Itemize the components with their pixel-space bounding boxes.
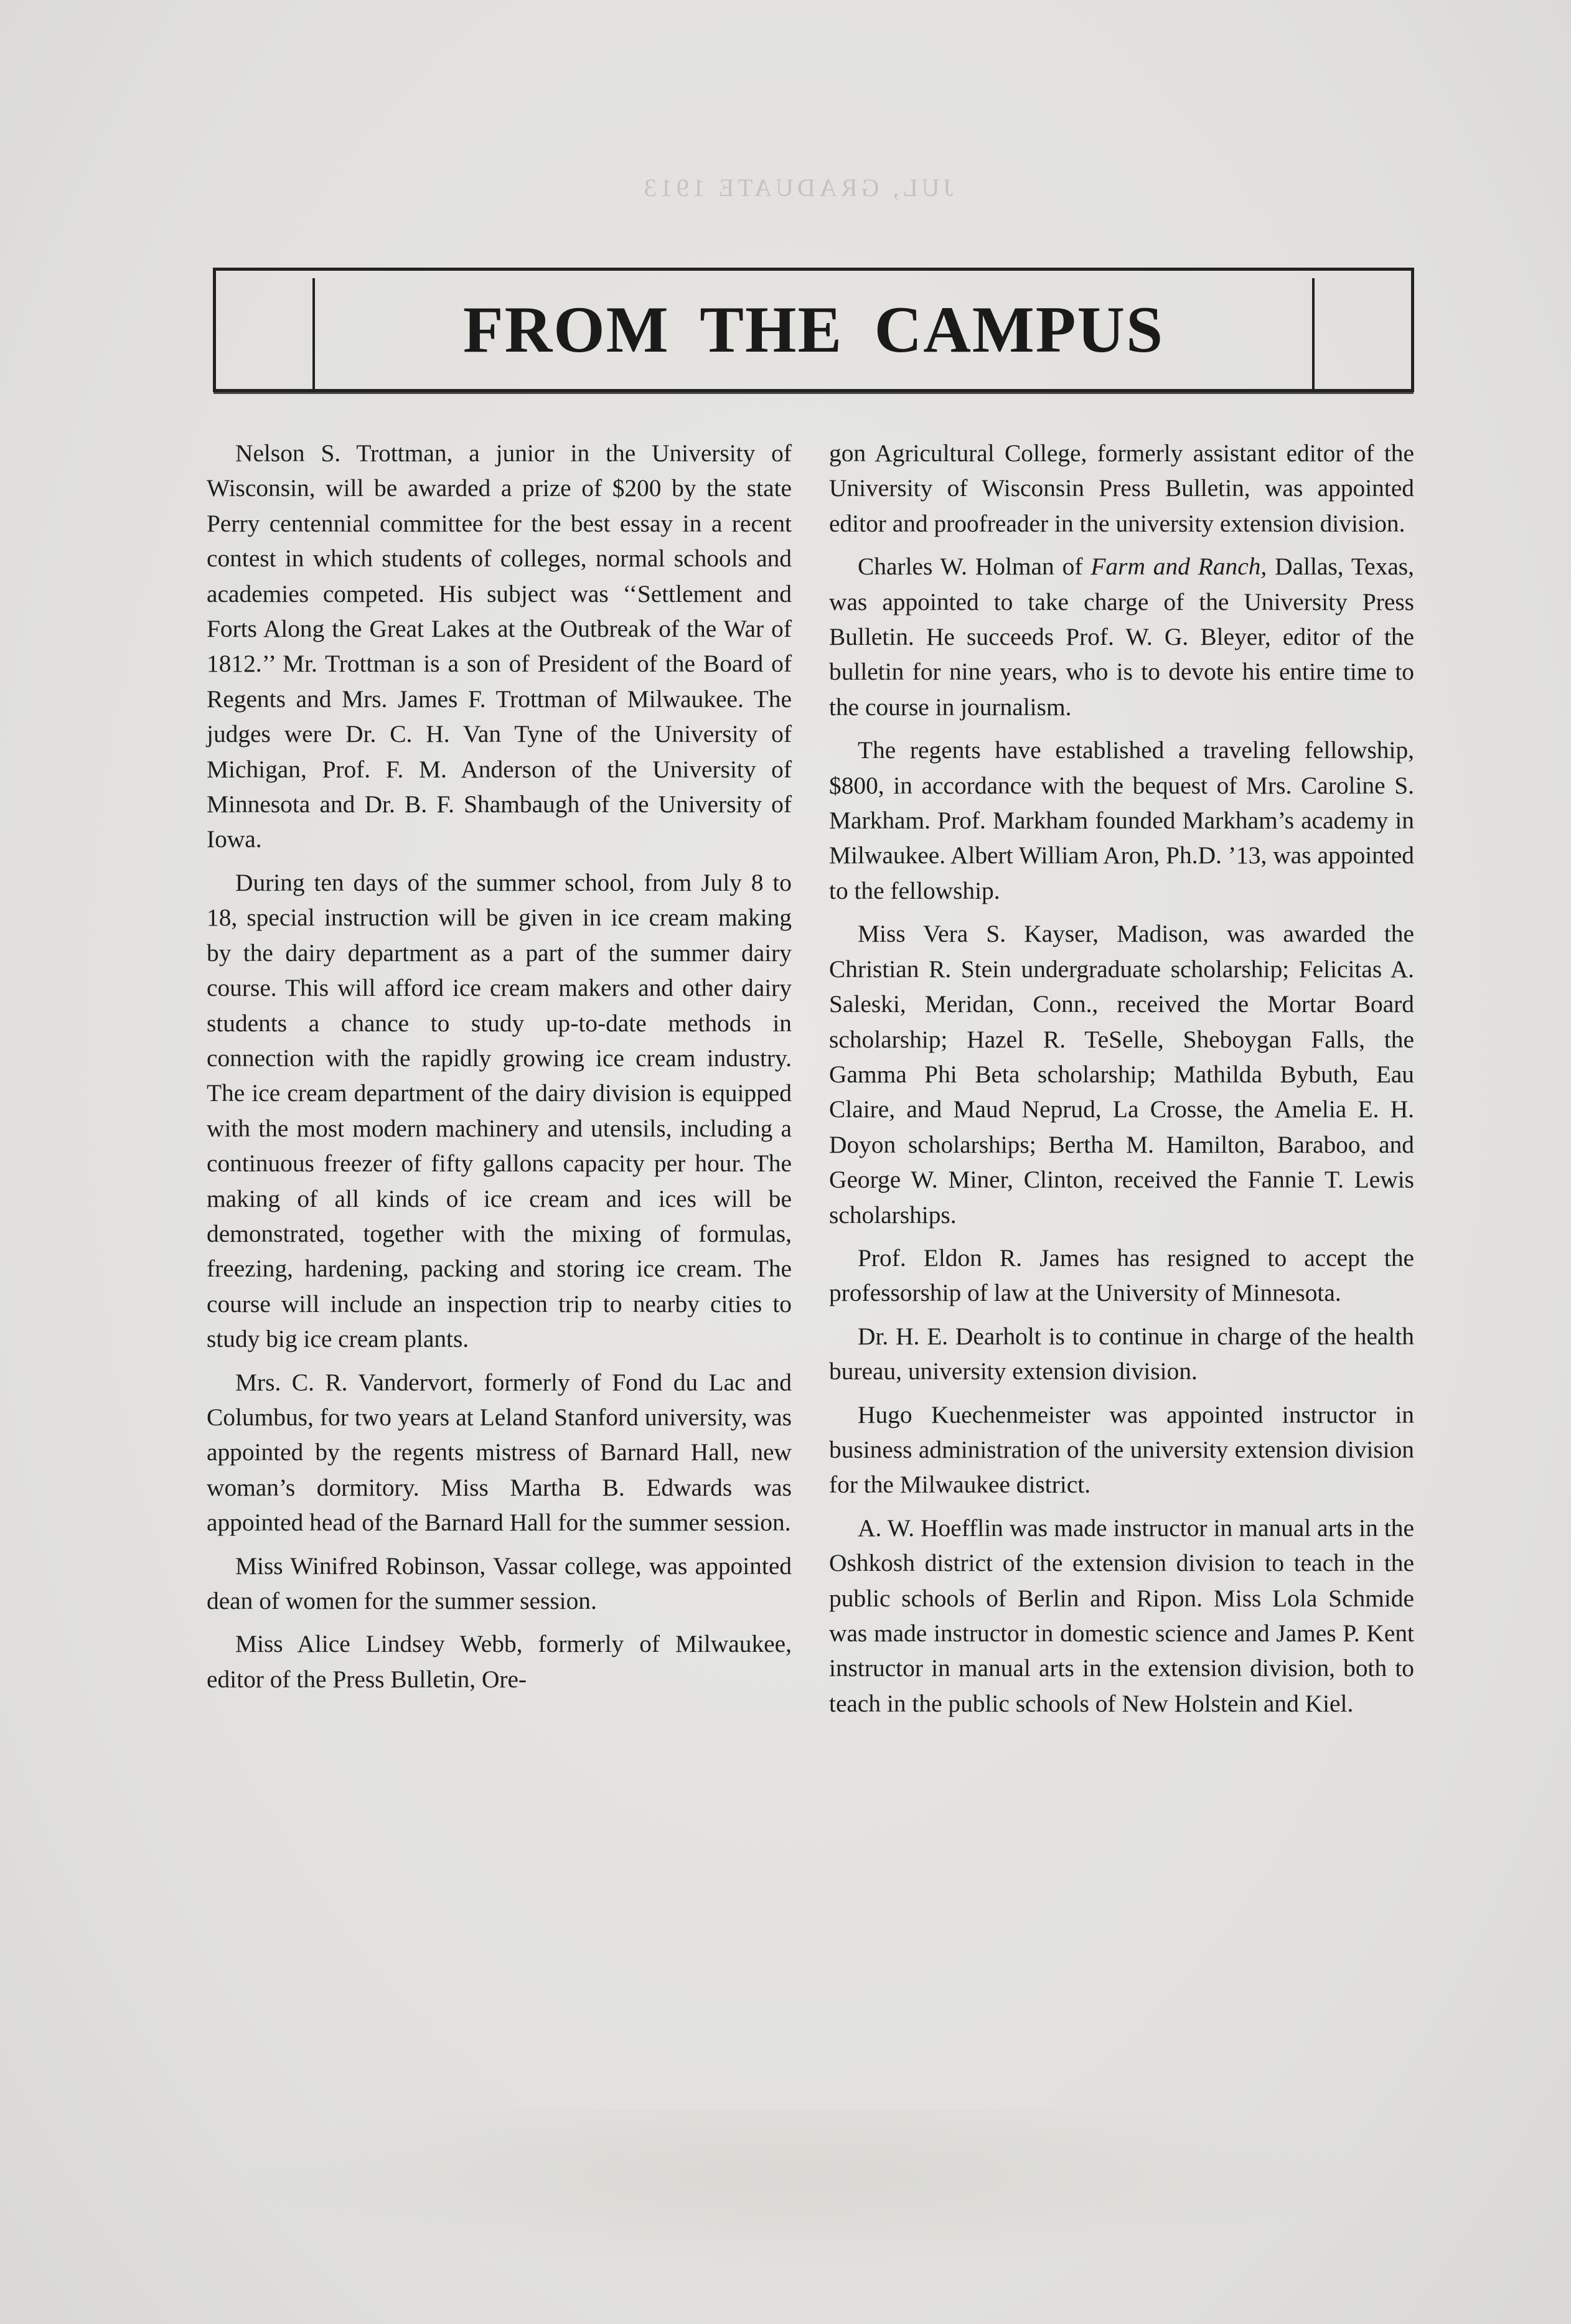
paragraph-scholarships: Miss Vera S. Kayser, Madison, was awarded the Christian R. Stein undergraduate scholarship; Felicitas A. Saleski, Meridan, Conn., received the Mortar Board scholarship; Hazel R. TeSelle, Sheboygan Falls, the Gamma Phi Beta scholarship; Mathilda Bybuth, Eau Claire, and Maud Neprud, La Crosse, the Amelia E. H. Doyon scholarships; Bertha M. Hamilton, Baraboo, and George W. Miner, Clinton, received the Fannie T. Lewis scholarships. [829, 920, 1414, 1229]
paragraph-ice-cream: During ten days of the summer school, from July 8 to 18, special instruction will be given in ice cream making by the dairy department as a part of the summer dairy course. This will afford ice cream makers and other dairy students a chance to study up-to-date methods in connection with the rapidly growing ice cream industry. The ice cream department of the dairy division is equipped with the most modern machinery and utensils, including a continuous freezer of fifty gallons capacity per hour. The making of all kinds of ice cream and ices will be demonstrated, together with the mixing of formulas, freezing, hardening, packing and storing ice cream. The course will include an inspection trip to nearby cities to study big ice cream plants. [207, 868, 792, 1353]
paragraph-kuechenmeister: Hugo Kuechenmeister was appointed instructor in business administration of the university extension division for the Milwaukee district. [829, 1400, 1414, 1499]
holman-text-after: Dallas, Texas, was appointed to take charge of the University Press Bulletin. He succeeds Prof. W. G. Bleyer, editor of the bulletin for nine years, who is to devote his entire time to the course in journalism. [829, 553, 1414, 721]
paragraph-trottman: Nelson S. Trottman, a junior in the University of Wisconsin, will be awarded a prize of $200 by the state Perry centennial committee for the best essay in a recent contest in which students of colleges, normal schools and academies competed. His subject was ‘‘Settlement and Forts Along the Great Lakes at the Outbreak of the War of 1812.’’ Mr. Trottman is a son of President of the Board of Regents and Mrs. James F. Trottman of Milwaukee. The judges were Dr. C. H. Van Tyne of the University of Michigan, Prof. F. M. Anderson of the University of Minnesota and Dr. B. F. Shambaugh of the University of Iowa. [207, 439, 792, 853]
paragraph-webb: Miss Alice Lindsey Webb, formerly of Milwaukee, editor of the Press Bulletin, Ore- [207, 1630, 792, 1693]
paragraph-holman [829, 549, 1414, 724]
holman-text-before: Charles W. Holman of [858, 553, 1091, 581]
paragraph-vandervort: Mrs. C. R. Vandervort, formerly of Fond du Lac and Columbus, for two years at Leland Stanford university, was appointed by the regents mistress of Barnard Hall, new woman’s dormitory. Miss Martha B. Edwards was appointed head of the Barnard Hall for the summer session. [207, 1368, 792, 1537]
article-columns [207, 436, 1420, 2079]
left-column [207, 436, 792, 1705]
paragraph-robinson: Miss Winifred Robinson, Vassar college, was appointed dean of women for the summer session. [207, 1552, 792, 1614]
header-right-rule [1312, 278, 1315, 389]
holman-publication-name: Farm and Ranch, [1090, 553, 1267, 581]
right-column [829, 436, 1414, 1729]
section-title: FROM THE CAMPUS [462, 293, 1165, 366]
paragraph-hoefflin: A. W. Hoefflin was made instructor in manual arts in the Oshkosh district of the extension division to teach in the public schools of Berlin and Ripon. Miss Lola Schmide was made instructor in domestic science and James P. Kent instructor in manual arts in the extension division, both to teach in the public schools of New Holstein and Kiel. [829, 1514, 1414, 1717]
paper-stain [237, 2110, 1357, 2272]
section-header-box [213, 268, 1414, 392]
paragraph-fellowship: The regents have established a traveling fellowship, $800, in accordance with the bequest of Mrs. Caroline S. Markham. Prof. Markham founded Markham’s academy in Milwaukee. Albert William Aron, Ph.D. ’13, was appointed to the fellowship. [829, 736, 1414, 904]
paragraph-dearholt: Dr. H. E. Dearholt is to continue in charge of the health bureau, university extension division. [829, 1322, 1414, 1385]
paragraph-webb-continued: gon Agricultural College, formerly assistant editor of the University of Wisconsin Press Bulletin, was appointed editor and proofreader in the university extension division. [829, 439, 1414, 537]
header-left-rule [312, 278, 315, 389]
bleed-through-text: JUL, GRADUATE 1913 [640, 174, 954, 202]
paragraph-james: Prof. Eldon R. James has resigned to accept the professorship of law at the University of Minnesota. [829, 1244, 1414, 1307]
